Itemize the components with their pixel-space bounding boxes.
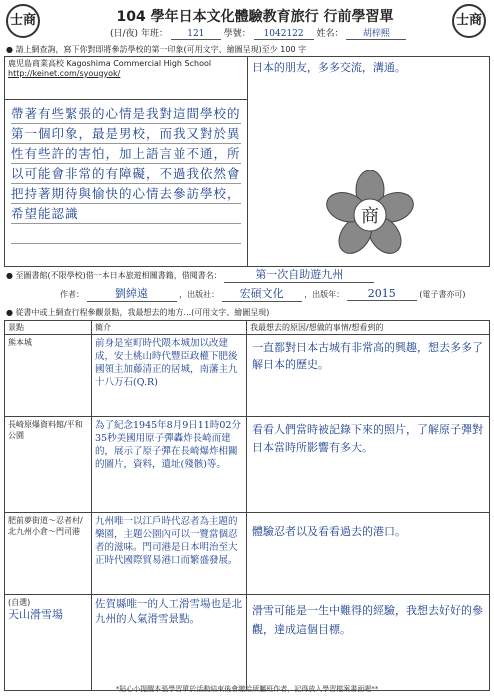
name-label: 姓名： — [316, 29, 344, 39]
emblem-character: 商 — [361, 206, 379, 227]
self-selected-place: 天山滑雪場 — [8, 608, 63, 621]
publisher-field[interactable]: 宏碩文化 — [222, 285, 302, 302]
table-header-row — [5, 321, 490, 335]
class-label: 年班： — [140, 29, 168, 39]
place-cell: 長崎原爆資料館/平和公園 — [5, 417, 92, 513]
intro-cell: 前身是室町時代隈本城加以改建成，安土桃山時代豐臣政權下肥後國領主加藤清正的居城，南藩主九十八万石(Q.R) — [95, 338, 238, 388]
header-place: 景點 — [5, 321, 92, 335]
essay-cell — [5, 100, 248, 267]
place-cell: 肥前夢街道～忍者村/北九州小倉～門司港 — [5, 513, 92, 595]
student-id-label: 學號： — [223, 29, 251, 39]
section2-row2 — [60, 285, 466, 302]
attractions-table — [4, 320, 490, 691]
section1-box — [4, 56, 490, 267]
student-id-field[interactable]: 1042122 — [254, 29, 314, 40]
page-title: 104 學年日本文化體驗教育旅行 行前學習單 — [116, 9, 394, 25]
sakura-emblem-icon — [325, 170, 415, 260]
author-label: 作者： — [60, 290, 84, 299]
section2-instruction: ● 至圖書館(不限學校)借一本日本旅遊相關書籍，借閱書名： — [6, 271, 222, 280]
year-label: ，出版年： — [304, 290, 345, 299]
class-field[interactable]: 121 — [171, 29, 221, 40]
header-reason: 我最想去的原因/想做的事情/想看到的 — [247, 321, 490, 335]
reason-cell: 看看人們當時被記錄下來的照片，了解原子彈對日本當時所影響有多大。 — [252, 423, 483, 454]
first-impression-summary: 日本的朋友，多多交流，溝通。 — [251, 61, 406, 74]
author-field[interactable]: 劉綽遠 — [87, 285, 177, 302]
publisher-label: ，出版社： — [179, 290, 220, 299]
table-row — [5, 595, 490, 691]
intro-cell: 為了紀念1945年8月9日11時02分35秒美國用原子彈轟炸長崎而建的，展示了原子彈在長崎爆炸相關的圖片，資料，遺址(殘骸)等。 — [95, 420, 241, 470]
table-row — [5, 417, 490, 513]
table-row — [5, 335, 490, 417]
reason-cell: 體驗忍者以及看看過去的港口。 — [252, 525, 406, 538]
school-logo-left: 士商 — [6, 4, 40, 38]
place-cell: 熊本城 — [5, 335, 92, 417]
book-title-field[interactable]: 第一次自助遊九州 — [224, 266, 374, 283]
school-url-link[interactable]: http://keinet.com/syougyok/ — [8, 69, 121, 78]
day-night-label: (日/夜) — [110, 29, 139, 39]
ebook-note: (電子書亦可) — [419, 290, 466, 299]
section1-instruction: ● 請上網查詢，寫下你對即將參訪學校的第一印象(可用文字、繪圖呈現)至少 100 字 — [6, 45, 307, 54]
school-logo-right: 士商 — [452, 4, 486, 38]
place-cell — [5, 595, 92, 691]
school-info-cell — [5, 57, 248, 100]
reason-cell: 一直都對日本古城有非常高的興趣，想去多多了解日本的歷史。 — [252, 341, 483, 371]
year-field[interactable]: 2015 — [347, 287, 417, 301]
section3-instruction: ● 從書中或上網查行程參觀景點，我最想去的地方...(可用文字、繪圖呈現) — [6, 308, 270, 317]
header-intro: 簡介 — [92, 321, 247, 335]
footer-note: *貼心小提醒本張學習單於活動結束後會繳給所屬班作者，記得放入學習檔案書面喔** — [115, 685, 379, 693]
section2-row1 — [6, 266, 374, 283]
intro-cell: 佐賀縣唯一的人工滑雪場也是北九州的人氣滑雪景點。 — [95, 598, 242, 625]
student-info-row — [110, 26, 406, 40]
reason-cell: 滑雪可能是一生中難得的經驗，我想去好好的參觀，達成這個目標。 — [252, 604, 483, 636]
self-selected-label: (自選) — [8, 598, 31, 607]
intro-cell: 九州唯一以江戶時代忍者為主題的樂園，主題公園內可以一覽當個忍者的滋味。門司港是日本明治至大正時代國際貿易港口而繁盛發展。 — [95, 516, 238, 566]
school-name: 鹿児島商業高校 Kagoshima Commercial High School — [8, 59, 212, 68]
table-row — [5, 513, 490, 595]
name-field[interactable]: 胡梓熙 — [346, 26, 406, 40]
first-impression-essay: 帶著有些緊張的心情是我對這間學校的第一個印象，最是男校，而我又對於異性有些許的害怕，加上語言並不通，所以可能會非常的有障礙，不過我依然會把持著期待與愉快的心情去參訪學校，希望能認識 — [11, 104, 241, 262]
